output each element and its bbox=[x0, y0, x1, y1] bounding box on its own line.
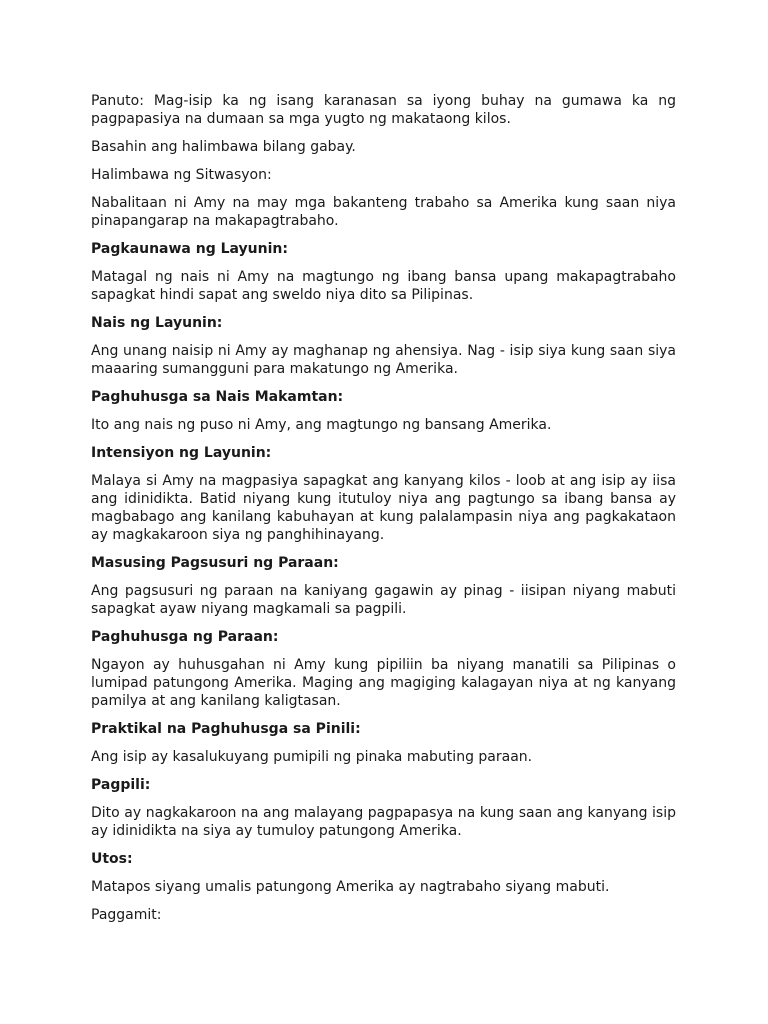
section-heading-paghuhusga-paraan: Paghuhusga ng Paraan: bbox=[91, 629, 279, 645]
section-body-pagkaunawa: Matagal ng nais ni Amy na magtungo ng ibang bansa upang makapagtrabaho sapagkat hindi sapat ang sweldo niya dito sa Pilipinas. bbox=[91, 269, 676, 303]
example-label: Halimbawa ng Sitwasyon: bbox=[91, 167, 272, 183]
section-body-pagpili: Dito ay nagkakaroon na ang malayang pagpapasya na kung saan ang kanyang isip ay idinidikta na siya ay tumuloy patungong Amerika. bbox=[91, 805, 676, 839]
section-heading-masusing-pagsusuri: Masusing Pagsusuri ng Paraan: bbox=[91, 555, 339, 571]
instructions-paragraph: Panuto: Mag-isip ka ng isang karanasan sa iyong buhay na gumawa ka ng pagpapasiya na dumaan sa mga yugto ng makataong kilos. bbox=[91, 93, 676, 127]
section-body-nais: Ang unang naisip ni Amy ay maghanap ng ahensiya. Nag - isip siya kung saan siya maaaring sumangguni para makatungo ng Amerika. bbox=[91, 343, 676, 377]
section-heading-pagkaunawa: Pagkaunawa ng Layunin: bbox=[91, 241, 288, 257]
section-heading-praktikal: Praktikal na Paghuhusga sa Pinili: bbox=[91, 721, 361, 737]
section-body-paghuhusga-paraan: Ngayon ay huhusgahan ni Amy kung pipiliin ba niyang manatili sa Pilipinas o lumipad patungong Amerika. Maging ang magiging kalagayan niya at ng kanyang pamilya at ang kanilang kaligtasan. bbox=[91, 657, 676, 709]
section-body-masusing-pagsusuri: Ang pagsusuri ng paraan na kaniyang gagawin ay pinag - iisipan niyang mabuti sapagkat ayaw niyang magkamali sa pagpili. bbox=[91, 583, 676, 617]
section-heading-pagpili: Pagpili: bbox=[91, 777, 151, 793]
situation-paragraph: Nabalitaan ni Amy na may mga bakanteng trabaho sa Amerika kung saan niya pinapangarap na makapagtrabaho. bbox=[91, 195, 676, 229]
section-heading-utos: Utos: bbox=[91, 851, 133, 867]
section-body-paghuhusga-nais: Ito ang nais ng puso ni Amy, ang magtungo ng bansang Amerika. bbox=[91, 417, 552, 433]
section-heading-intensiyon: Intensiyon ng Layunin: bbox=[91, 445, 272, 461]
guide-line: Basahin ang halimbawa bilang gabay. bbox=[91, 139, 356, 155]
document-page bbox=[91, 92, 676, 934]
final-label: Paggamit: bbox=[91, 907, 162, 923]
section-heading-nais: Nais ng Layunin: bbox=[91, 315, 223, 331]
section-body-praktikal: Ang isip ay kasalukuyang pumipili ng pinaka mabuting paraan. bbox=[91, 749, 533, 765]
section-body-intensiyon: Malaya si Amy na magpasiya sapagkat ang kanyang kilos - loob at ang isip ay iisa ang idinidikta. Batid niyang kung itutuloy niya ang pagtungo sa ibang bansa ay magbabago ang kanilang kabuhayan at kung palalampasin niya ang pagkakataon ay magkakaroon siya ng panghihinayang. bbox=[91, 473, 676, 543]
section-heading-paghuhusga-nais: Paghuhusga sa Nais Makamtan: bbox=[91, 389, 344, 405]
section-body-utos: Matapos siyang umalis patungong Amerika ay nagtrabaho siyang mabuti. bbox=[91, 879, 610, 895]
